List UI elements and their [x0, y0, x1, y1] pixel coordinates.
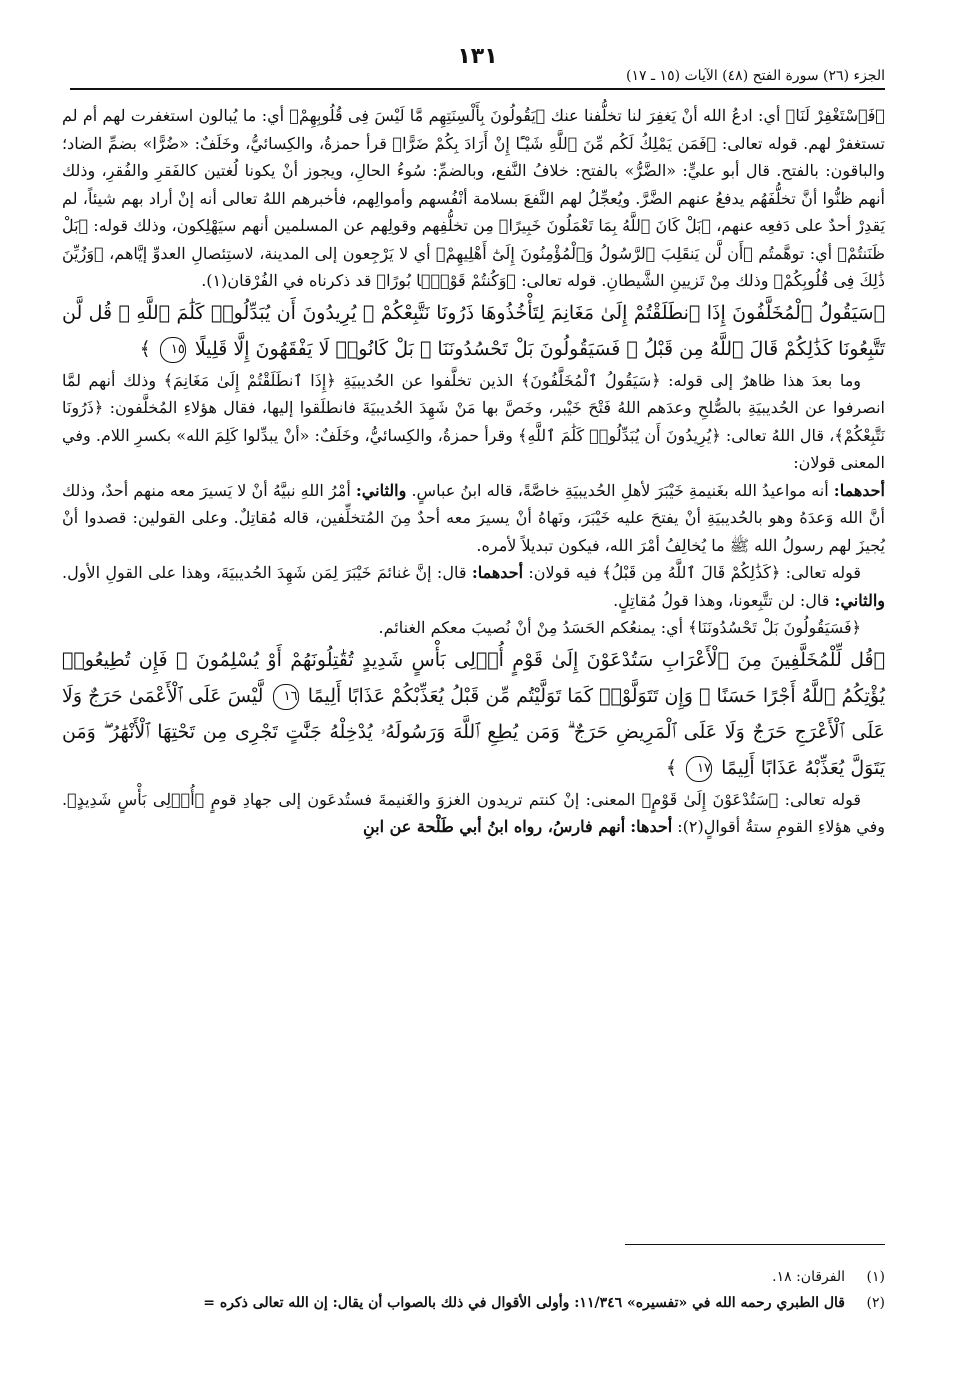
ayah-number-marker: ١٦ — [273, 684, 299, 710]
footnote-divider — [625, 1244, 885, 1245]
opinion-label: والثاني: — [355, 480, 407, 500]
opinion-text: قال: إنَّ غنائمَ خَيْبَرَ لِمَن شَهِدَ الحُديبيَةَ، وهذا على القولِ الأول. — [62, 563, 467, 582]
footnote-marker: (١) — [866, 1269, 885, 1285]
opinion-label: والثاني: — [834, 590, 885, 610]
footnote-item — [50, 1290, 885, 1316]
body-text — [62, 102, 885, 841]
commentary-paragraph — [62, 786, 885, 841]
quran-verse-15 — [62, 295, 885, 367]
opinion-text: أمْرُ اللهِ نبيَّهُ أنْ لا يَسيرَ معه منهم أحدٌ، وذلك أنَّ الله وَعدَهُ وهو بالحُديبيَةِ أنْ يفتحَ عليه خَيْبَرَ، ونَهاهُ أنْ يسيرَ معه أحدٌ مِنَ المُتخلِّفين، قاله مُقاتِلٌ. وعلى القولين: قصدوا أنْ يُجيزَ لهم رسولُ الله ﷺ ما يُخالِفُ أمْرَ الله، فيكون تبديلاً لأمره. — [62, 480, 885, 555]
verse-close-bracket: ﴾ — [665, 756, 677, 779]
opinion-label: أحدهما: — [471, 563, 524, 582]
ayah-number-marker: ١٧ — [686, 756, 712, 782]
commentary-paragraph: ﴿فَسَيَقُولُونَ بَلْ تَحْسُدُونَنَا﴾ أي: يمنعُكم الحَسَدُ مِنْ أنْ نُصيبَ معكم الغنائم. — [378, 618, 861, 637]
commentary-paragraph: ﴿فَٱسْتَغْفِرْ لَنَا﴾ أي: ادعُ الله أنْ يَغفِرَ لنا تخلُّفنا عنك ﴿يَقُولُونَ بِأَلْسِنَتِهِم مَّا لَيْسَ فِى قُلُوبِهِمْ﴾ أي: ما يُبالون استغفرت لهم أم لم تستغفرْ لهم. قوله تعالى: ﴿فَمَن يَمْلِكُ لَكُم مِّنَ ٱللَّهِ شَيْـًٔا إِنْ أَرَادَ بِكُمْ ضَرًّا﴾ قرأ حمزةُ، والكِسائيُّ، وخَلَفٌ: «ضُرًّا» بضمِّ الضاد؛ والباقون: بالفتح. قال أبو عليٍّ: «الضَّرُّ» بالفتح: خلافُ النَّفع، وبالضمِّ: سُوءُ الحالِ، ويجوز أنْ يكونا لُغتين كالفَقرِ والفُقرِ، وذلك أنهم ظنُّوا أنَّ تخلُّفَهُم يدفعُ عنهم الضَّرَّ. ويُعجِّلُ لهم النَّفعَ بسلامة أنْفُسهم وأموالِهم، فأخبرهم اللهُ تعالى أنه إنْ أراد بهم شيئاً، لم يَقدِرْ أحدٌ على دَفعِه عنهم، ﴿بَلْ كَانَ ٱللَّهُ بِمَا تَعْمَلُونَ خَبِيرًا﴾ مِن تخلُّفِهم وقولِهم عن المسلمين أنهم سيَهْلِكون، وذلك قوله: ﴿بَلْ ظَنَنتُمْ﴾ أي: توهَّمتُم ﴿أَن لَّن يَنقَلِبَ ٱلرَّسُولُ وَٱلْمُؤْمِنُونَ إِلَىٰٓ أَهْلِيهِمْ﴾ أي لا يَرْجِعون إلى المدينة، لاستِئصالِ العدوِّ إيَّاهم، ﴿وَزُيِّنَ ذَٰلِكَ فِى قُلُوبِكُمْ﴾ وذلك مِنْ تَزيينِ الشَّيطانِ. قوله تعالى: ﴿وَكُنتُمْ قَوْمًۢا بُورًا﴾ قد ذكرناه في الفُرْقان(١). — [62, 106, 886, 290]
footnote-item — [50, 1264, 885, 1290]
footnote-marker: (٢) — [866, 1295, 885, 1311]
verse-text: لَّيْسَ عَلَى ٱلْأَعْمَىٰ حَرَجٌ وَلَا عَلَى ٱلْأَعْرَجِ حَرَجٌ وَلَا عَلَى ٱلْمَرِيضِ حَرَجٌ ۗ وَمَن يُطِعِ ٱللَّهَ وَرَسُولَهُۥ يُدْخِلْهُ جَنَّٰتٍ تَجْرِى مِن تَحْتِهَا ٱلْأَنْهَٰرُ ۖ وَمَن يَتَوَلَّ يُعَذِّبْهُ عَذَابًا أَلِيمًا — [62, 684, 885, 779]
page-number: ١٣١ — [457, 44, 498, 69]
verse-close-bracket: ﴾ — [139, 337, 151, 360]
opinion-text: أنه مواعيدُ الله بغَنيمةِ خَيْبَرَ لأهلِ الحُديبيَةِ خاصَّةً، قاله ابنُ عباسٍ. — [411, 480, 829, 500]
footnote-text: الفرقان: ١٨. — [772, 1269, 845, 1285]
footnotes — [50, 1264, 885, 1316]
opinion-label: أحدهما: — [833, 480, 885, 500]
verse-text: ﴿قُل لِّلْمُخَلَّفِينَ مِنَ ٱلْأَعْرَابِ سَتُدْعَوْنَ إِلَىٰ قَوْمٍ أُو۟لِى بَأْسٍ شَدِيدٍ تُقَٰتِلُونَهُمْ أَوْ يُسْلِمُونَ ۖ فَإِن تُطِيعُوا۟ يُؤْتِكُمُ ٱللَّهُ أَجْرًا حَسَنًا ۖ وَإِن تَتَوَلَّوْا۟ كَمَا تَوَلَّيْتُم مِّن قَبْلُ يُعَذِّبْكُمْ عَذَابًا أَلِيمًا — [62, 648, 886, 707]
commentary-paragraph — [62, 559, 885, 614]
commentary-paragraph: وما بعدَ هذا ظاهرٌ إلى قوله: ﴿سَيَقُولُ ٱلْمُخَلَّفُونَ﴾ الذين تخلَّفوا عن الحُديبيَةِ ﴿إِذَا ٱنطَلَقْتُمْ إِلَىٰ مَغَانِمَ﴾ وذلك أنهم لمَّا انصرفوا عن الحُديبيَةِ بالصُّلحِ وعدَهم اللهُ فَتْحَ خَيْبر، وخَصَّ بها مَنْ شَهِدَ الحُديبيَةَ فانطلَقوا إليها، فقال هؤلاءِ المُخلَّفون: ﴿ذَرُونَا نَتَّبِعْكُمْ﴾، قال اللهُ تعالى: ﴿يُرِيدُونَ أَن يُبَدِّلُوا۟ كَلَٰمَ ٱللَّهِ﴾ وقرأ حمزةُ، والكِسائيُّ، وخَلَفٌ: «أنْ يبدِّلوا كَلِمَ الله» بكسرِ اللام. وفي المعنى قولان: — [62, 370, 886, 472]
commentary-text: قوله تعالى: ﴿كَذَٰلِكُمْ قَالَ ٱللَّهُ مِن قَبْلُ﴾ فيه قولان: — [528, 563, 862, 582]
opinion-text: قال: لن تتَّبِعونا، وهذا قولُ مُقاتِلٍ. — [613, 590, 830, 610]
quran-verses-16-17 — [62, 642, 885, 786]
opinion-text: أنهم فارسُ، رواه ابنُ أبي طَلْحة عن ابنِ — [362, 817, 626, 836]
commentary-paragraph — [62, 477, 885, 560]
verse-text: ﴿سَيَقُولُ ٱلْمُخَلَّفُونَ إِذَا ٱنطَلَقْتُمْ إِلَىٰ مَغَانِمَ لِتَأْخُذُوهَا ذَرُونَا نَتَّبِعْكُمْ ۖ يُرِيدُونَ أَن يُبَدِّلُوا۟ كَلَٰمَ ٱللَّهِ ۚ قُل لَّن تَتَّبِعُونَا كَذَٰلِكُمْ قَالَ ٱللَّهُ مِن قَبْلُ ۖ فَسَيَقُولُونَ بَلْ تَحْسُدُونَنَا ۚ بَلْ كَانُوا۟ لَا يَفْقَهُونَ إِلَّا قَلِيلًا — [62, 301, 885, 360]
opinion-label: أحدها: — [630, 817, 673, 836]
commentary-text: قوله تعالى: ﴿سَتُدْعَوْنَ إِلَىٰ قَوْمٍ﴾ المعنى: إنْ كنتم تريدون الغزوَ والغَنيمةَ فستُدعَون إلى جهادِ قومٍ ﴿أُو۟لِى بَأْسٍ شَدِيدٍ﴾. وفي هؤلاءِ القومِ ستةُ أقوالٍ(٢): — [62, 789, 885, 836]
ayah-number-marker: ١٥ — [160, 337, 186, 363]
footnote-text: قال الطبري رحمه الله في «تفسيره» ١١/٣٤٦: وأولى الأقوال في ذلك بالصواب أن يقال: إن الله تعالى ذكره = — [203, 1295, 845, 1311]
running-head: الجزء (٢٦) سورة الفتح (٤٨) الآيات (١٥ ـ ١٧) — [70, 68, 885, 90]
